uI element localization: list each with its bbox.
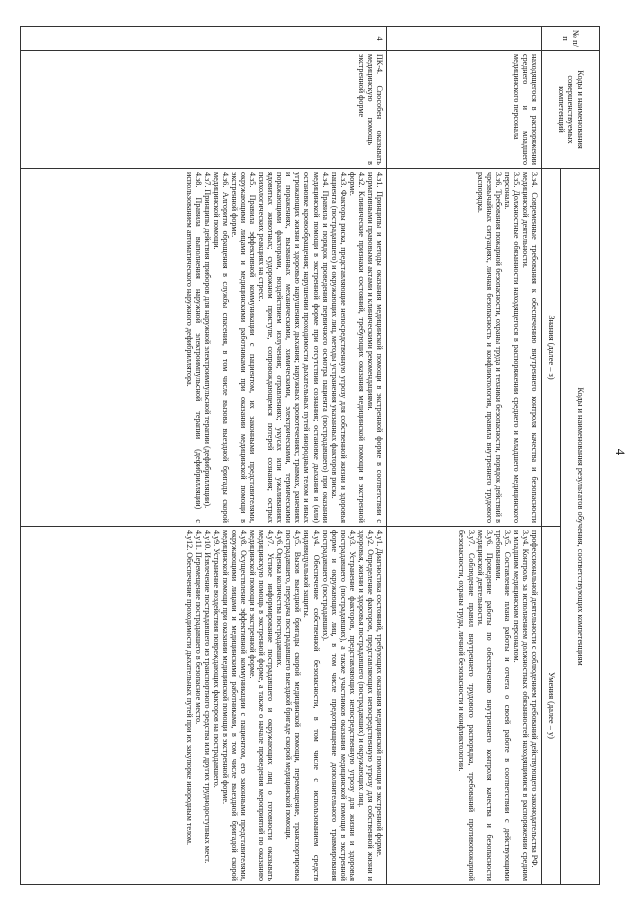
table-header-row xyxy=(561,27,600,885)
knowledge-item: 4.з5. Правила эффективной коммуникации с пациентом, их законными представителями, окружающими лицами и медицинскими работниками при оказании медицинской помощи в экстренной форме. xyxy=(230,172,258,523)
skill-item: 3.у7. Соблюдение правил внутреннего трудового распорядка, требований противопожарной безопасности, охраны труда, личной безопасности и конфликтологии. xyxy=(457,530,476,882)
row-number xyxy=(387,27,542,51)
skill-item: профессиональной деятельности с соблюдением требований действующего законодательства РФ. xyxy=(530,530,539,868)
knowledge-item: 3.з6. Требования пожарной безопасности, охраны труда и техники безопасности, порядок действий в чрезвычайных ситуациях, личная безопасность и конфликтология, правила внутреннего трудового распорядка. xyxy=(475,172,503,523)
header-num: № п/п xyxy=(542,27,600,51)
knowledge-cell xyxy=(21,169,387,527)
knowledge-item: 3.з4. Современные требования к обеспечению внутреннего контроля качества и безопасности медицинской деятельности. xyxy=(520,172,539,523)
skill-item: 4.у3. Устранение факторов, представляющих непосредственную угрозу для жизни и здоровья пострадавшего (пострадавших), а также участников оказания медицинской помощи в экстренной форме и окружающих лиц, в том числе предотвращение дополнительного травмирования пострадавшего (пострадавших). xyxy=(320,530,357,882)
skill-item: 4.у6. Оценка количества пострадавших. xyxy=(275,530,285,668)
knowledge-item: 4.з4. Правила и порядок проведения первичного осмотра пациента (пострадавшего) при оказании медицинской помощи в экстренной форме при отсутствии сознания; остановке дыхания и (или) остановке кровообращения; нарушении проходимости дыхательных путей инородным телом и иных угрожающих жизни и здоровью нарушениях дыхания; наружных кровотечениях; травмах, ранениях и поражениях, вызванных механическими, химическими, электрическими, термическими поражающими факторами, воздействием излучения; отравлениях; укусах или ужаливаниях ядовитых животных; судорожном приступе, сопровождающемся потерей сознания; острых психологических реакциях на стресс. xyxy=(257,172,330,523)
knowledge-item: 4.з8. Правила выполнения наружной электроимпульсной терапии (дефибрилляции) с использованием автоматического наружного дефибриллятора. xyxy=(184,172,203,523)
row-number: 4 xyxy=(21,27,387,51)
rotated-page xyxy=(20,26,600,884)
skill-item: 3.у5. Составление плана работы и отчета о своей работе в соответствии с действующими требованиями. xyxy=(493,530,512,882)
skill-item: 4.у9. Устранение воздействия повреждающих факторов на пострадавшего. xyxy=(211,530,221,788)
skill-item: 4.у7. Устное информирование пострадавшего и окружающих лиц о готовности оказывать медицинскую помощь в экстренной форме, а также о начале проведения мероприятий по оказанию медицинской помощи в экстренной форме. xyxy=(248,530,276,882)
skill-item: 4.у2. Определение факторов, представляющих непосредственную угрозу для собственной жизни и здоровья, жизни и здоровья пострадавшего (пострадавших) и окружающих лиц. xyxy=(356,530,375,882)
skill-item: 4.у8. Осуществление эффективной коммуникации с пациентом, его законными представителями, окружающими лицами и медицинскими работниками, в том числе выездной бригадой скорой медицинской помощи при оказании медицинской помощи в экстренной форме. xyxy=(220,530,249,882)
skill-item: 3.у6. Проведение работы по обеспечению внутреннего контроля качества и безопасности медицинской деятельности. xyxy=(475,530,494,882)
knowledge-item: 4.з2. Клинические признаки состояний, требующих оказания медицинской помощи в экстренной форме. xyxy=(347,172,366,523)
skill-item: 4.у10. Извлечение пострадавшего из транспортного средства или других труднодоступных мест. xyxy=(202,530,212,864)
skill-item: 4.у12. Обеспечение проходимости дыхательных путей при их закупорке инородным телом. xyxy=(184,530,194,846)
skill-item: 4.у1. Диагностика состояний, требующих оказания медицинской помощи в экстренной форме. xyxy=(375,530,384,857)
knowledge-cell xyxy=(387,169,542,527)
header-knowledge: Знания (далее – з) xyxy=(542,169,561,527)
competency-cell: ПК-4. Способен оказывать медицинскую помощь в экстренной форме xyxy=(21,51,387,169)
rotated-page-content xyxy=(20,26,600,884)
knowledge-item: 4.з3. Факторы риска, представляющие непосредственную угрозу для собственной жизни и здоровья пациента (пострадавшего) и окружающих лиц, методы устранения указанных факторов риска. xyxy=(329,172,348,523)
competency-table xyxy=(20,26,600,885)
skill-item: 3.у4. Контроль за исполнением должностных обязанностей находящимися в распоряжении средним и младшим медицинским персоналом. xyxy=(511,530,530,882)
skill-item: 4.у4. Обеспечение собственной безопасности, в том числе с использованием средств индивидуальной защиты. xyxy=(302,530,321,882)
header-outcomes: Коды и наименования результатов обучения, соответствующих компетенциям xyxy=(561,169,600,885)
header-skills: Умения (далее – у) xyxy=(542,527,561,885)
knowledge-item: 4.з7. Принципы действия приборов для наружной электроимпульсной терапии (дефибрилляции). xyxy=(202,172,212,509)
knowledge-item: 4.з6. Алгоритм обращения в службы спасения, в том числе вызова выездной бригады скорой медицинской помощи. xyxy=(211,172,230,523)
table-row xyxy=(21,27,387,885)
skill-item: 4.у5. Вызов выездной бригады скорой медицинской помощи, перемещение, транспортировка пострадавшего, передача пострадавшего выездной бригаде скорой медицинской помощи. xyxy=(284,530,303,882)
competency-cell: находящегося в распоряжении среднего и младшего медицинского персонала xyxy=(387,51,542,169)
header-competency: Коды и наименования совершенствуемых компетенций xyxy=(542,51,600,169)
knowledge-item: 3.з5. Должностные обязанности находящегося в распоряжении среднего и младшего медицинского персонала. xyxy=(502,172,521,523)
knowledge-item: 4.з1. Принципы и методы оказания медицинской помощи в экстренной форме в соответствии с нормативными правовыми актами и клиническими рекомендациями. xyxy=(365,172,384,523)
skills-cell xyxy=(21,527,387,885)
skills-cell xyxy=(387,527,542,885)
table-row xyxy=(387,27,542,885)
page-number: 4 xyxy=(613,448,628,456)
skill-item: 4.у11. Перемещение пострадавшего в безопасное место. xyxy=(193,530,203,725)
